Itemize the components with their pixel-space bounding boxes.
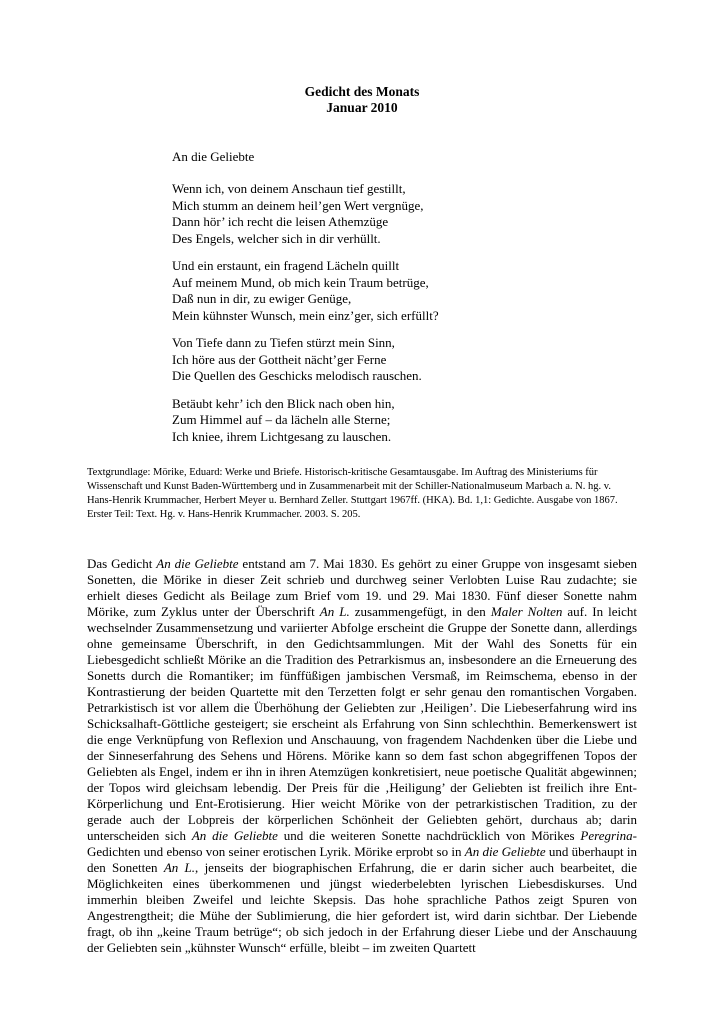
commentary-segment: entstand am 7. Mai 1830. Es gehört zu einer Gruppe von insgesamt sieben Sonetten, die Mörike in dieser Zeit schrieb und durchweg seiner Verlobten Luise Rau zudachte; sie erhielt dieses Gedicht als Beilage zum Brief vom 19. und 29. Mai 1830. Fünf dieser Sonette nahm Mörike, zum Zyklus unter der Überschrift: [87, 556, 637, 619]
poem-line: Auf meinem Mund, ob mich kein Traum betrüge,: [172, 274, 429, 290]
commentary-segment: und überhaupt in den Sonetten: [87, 844, 638, 875]
document-title: [0, 84, 724, 116]
poem-line: Wenn ich, von deinem Anschaun tief gestillt,: [172, 181, 406, 196]
poem-line: Mein kühnster Wunsch, mein einz’ger, sich erfüllt?: [172, 307, 439, 323]
poem-line: Ich höre aus der Gottheit nächt’ger Ferne: [172, 351, 387, 367]
commentary-segment: Das Gedicht: [87, 556, 157, 571]
commentary-segment-italic: An die Geliebte: [191, 828, 278, 843]
document-title-line1: Gedicht des Monats: [304, 84, 420, 99]
commentary-segment-italic: Maler Nolten: [490, 604, 563, 619]
commentary-segment-italic: An L.: [319, 604, 350, 619]
poem-line: Des Engels, welcher sich in dir verhüllt.: [172, 230, 381, 246]
poem-line: Mich stumm an deinem heil’gen Wert vergnüge,: [172, 197, 424, 213]
commentary-segment: und die weiteren Sonette nachdrücklich von Mörikes: [277, 828, 581, 843]
commentary-segment-italic: An die Geliebte: [464, 844, 546, 859]
poem-line: Zum Himmel auf – da lächeln alle Sterne;: [172, 412, 391, 427]
poem-line: Von Tiefe dann zu Tiefen stürzt mein Sinn,: [172, 335, 395, 350]
poem-stanza: [172, 258, 439, 324]
document-title-line2: Januar 2010: [326, 100, 398, 115]
poem-title: An die Geliebte: [172, 149, 255, 164]
poem-stanza: [172, 335, 439, 385]
commentary-segment: -Gedichten und ebenso von seiner erotischen Lyrik. Mörike erprobt so in: [87, 828, 637, 859]
commentary-paragraph: [87, 556, 637, 956]
poem-stanzas: [172, 181, 439, 456]
poem-line: Daß nun in dir, zu ewiger Genüge,: [172, 291, 352, 306]
poem-stanza: [172, 181, 439, 247]
poem-line: Dann hör’ ich recht die leisen Athemzüge: [172, 214, 389, 229]
poem-stanza: [172, 396, 439, 446]
commentary-segment: , jenseits der biographischen Erfahrung, die er darin sicher auch bearbeitet, die Möglichkeiten eines überkommenen und jüngst wiederbelebten lyrischen Liebesdiskurses. Und immerhin bleiben Zweifel und leichte Skepsis. Das hohe sprachliche Pathos zeigt Spuren von Angestrengtheit; die Mühe der Sublimierung, die hier gefordert ist, wird darin sichtbar. Der Liebende fragt, ob ihn „keine Traum betrüge“; ob sich jedoch in der Erfahrung dieser Liebe und der Anschauung der Geliebten sein „kühnster Wunsch“ erfülle, bleibt – im zweiten Quartett: [87, 860, 637, 955]
poem-line: Ich kniee, ihrem Lichtgesang zu lauschen.: [172, 428, 392, 444]
commentary-segment-italic: An die Geliebte: [156, 556, 239, 571]
poem-line: Betäubt kehr’ ich den Blick nach oben hin,: [172, 395, 395, 411]
commentary-segment-italic: An L.: [163, 860, 196, 875]
commentary-segment: zusammengefügt, in den: [349, 604, 491, 619]
commentary-segment: auf. In leicht wechselnder Zusammensetzung und variierter Abfolge erscheint die Gruppe der Sonette dann, allerdings ohne gemeinsame Überschrift, in den Gedichtsammlungen. Mit der Wahl des Sonetts für ein Liebesgedicht schließt Mörike an die Tradition des Petrarkismus an, insbesondere an die Erneuerung des Sonetts durch die Romantiker; im fünffüßigen jambischen Versmaß, im Reimschema, ebenso in der Kontrastierung der beiden Quartette mit den Terzetten folgt er sehr genau den romantischen Vorgaben. Petrarkistisch ist vor allem die Überhöhung der Geliebten zur ‚Heiligen’. Die Liebeserfahrung wird ins Schicksalhaft-Göttliche gesteigert; sie erscheint als Erfahrung von Sinn schlechthin. Bemerkenswert ist die enge Verknüpfung von Reflexion und Anschauung, von fragendem Nachdenken über die Liebe und der Sinneserfahrung des Sehens und Hörens. Mörike kann so dem fast schon abgegriffenen Topos der Geliebten als Engel, indem er ihn in ihren Atemzügen konkretisiert, neue poetische Qualität abgewinnen; der Topos wird gleichsam lebendig. Der Preis für die ‚Heiligung’ der Geliebten ist freilich ihre Ent-Körperlichung und Ent-Erotisierung. Hier weicht Mörike von der petrarkistischen Tradition, zu der gerade auch der Lobpreis der körperlichen Schönheit der Geliebten gehört, durchaus ab; darin unterscheiden sich: [87, 604, 638, 843]
poem-line: Und ein erstaunt, ein fragend Lächeln quillt: [172, 258, 400, 273]
poem-line: Die Quellen des Geschicks melodisch rauschen.: [172, 368, 422, 383]
commentary-segment-italic: Peregrina: [580, 828, 633, 843]
source-note: Textgrundlage: Mörike, Eduard: Werke und Briefe. Historisch-kritische Gesamtausgabe. Im Auftrag des Ministeriums für Wissenschaft und Kunst Baden-Württemberg und in Zusammenarbeit mit der Schiller-Nationalmuseum Marbach a. N. hg. v. Hans-Henrik Krummacher, Herbert Meyer u. Bernhard Zeller. Stuttgart 1967ff. (HKA). Bd. 1,1: Gedichte. Ausgabe von 1867. Erster Teil: Text. Hg. v. Hans-Henrik Krummacher. 2003. S. 205.: [87, 467, 618, 520]
